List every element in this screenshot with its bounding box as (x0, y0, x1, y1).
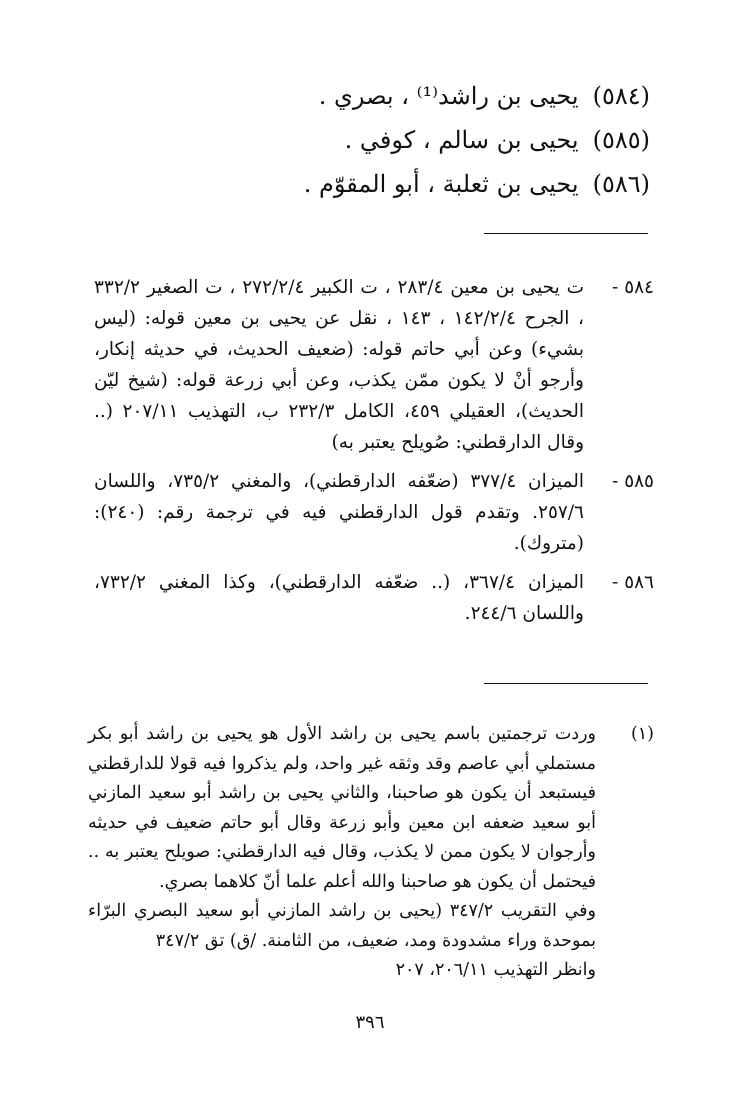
note-584 (94, 272, 654, 458)
note-text: الميزان ٣٧٧/٤ (ضعّفه الدارقطني)، والمغني ٧٣٥/٢، واللسان ٢٥٧/٦. وتقدم قول الدارقطني فيه في ترجمة رقم: (٢٤٠): (متروك). (94, 471, 584, 554)
note-text: الميزان ٣٦٧/٤، (.. ضعّفه الدارقطني)، وكذا المغني ٧٣٢/٢، واللسان ٢٤٤/٦. (94, 572, 585, 624)
footnote-taqrib: وفي التقريب ٣٤٧/٢ (يحيى بن راشد المازني أبو سعيد البصري البرّاء بموحدة وراء مشدودة ومد، ضعيف، من الثامنة. /ق) تق ٣٤٧/٢ (88, 901, 596, 951)
page-number: ٣٩٦ (355, 1012, 385, 1033)
entry-584 (210, 74, 650, 118)
note-586 (94, 567, 654, 629)
footnote-number: (١) (630, 724, 654, 744)
footnote-tahdhib: وانظر التهذيب ٢٠٦/١١، ٢٠٧ (395, 960, 596, 980)
entry-number: (٥٨٥) (592, 126, 650, 154)
note-number: ٥٨٥ - (612, 471, 654, 492)
separator-line (484, 233, 648, 234)
note-585 (94, 466, 654, 559)
entry-list (210, 74, 650, 206)
note-number: ٥٨٤ - (612, 277, 654, 298)
note-number: ٥٨٦ - (612, 572, 654, 593)
entry-number: (٥٨٤) (592, 82, 650, 110)
note-text: ت يحيى بن معين ٢٨٣/٤ ، ت الكبير ٢٧٢/٢/٤ ، ت الصغير ٣٣٢/٢ ، الجرح ١٤٢/٢/٤ ، ١٤٣ ، نقل عن يحيى بن معين قوله: (ليس بشيء) وعن أبي حاتم قوله: (ضعيف الحديث، في حديثه إنكار، وأرجو أنْ لا يكون ممّن يكذب، وعن أبي زرعة قوله: (شيخ ليّن الحديث)، العقيلي ٤٥٩، الكامل ٢٣٢/٣ ب، التهذيب ٢٠٧/١١ (.. وقال الدارقطني: صُويلح يعتبر به) (94, 277, 585, 453)
entry-text: يحيى بن راشد⁽¹⁾ ، بصري . (318, 82, 579, 110)
footnote-text: وردت ترجمتين باسم يحيى بن راشد الأول هو يحيى بن راشد أبو بكر مستملي أبي عاصم وقد وثقه غير واحد، ولم يذكروا فيه قولا للدارقطني فيستبعد أن يكون هو صاحبنا، والثاني يحيى بن راشد أبو سعيد المازني أبو سعيد ضعفه ابن معين وأبو زرعة وقال أبو حاتم ضعيف في حديثه وأرجوان لا يكون ممن لا يكذب، وقال فيه الدارقطني: صويلح يعتبر به .. فيحتمل أن يكون هو صاحبنا والله أعلم علما أنّ كلاهما بصري. (88, 724, 596, 892)
entry-text: يحيى بن سالم ، كوفي . (344, 126, 579, 154)
source-notes (94, 272, 654, 637)
entry-text: يحيى بن ثعلبة ، أبو المقوّم . (303, 170, 579, 198)
entry-586 (210, 162, 650, 206)
entry-585 (210, 118, 650, 162)
footnote-paragraph (88, 720, 654, 897)
footnote (88, 720, 654, 986)
entry-number: (٥٨٦) (592, 170, 650, 198)
footnote-separator (484, 683, 648, 684)
